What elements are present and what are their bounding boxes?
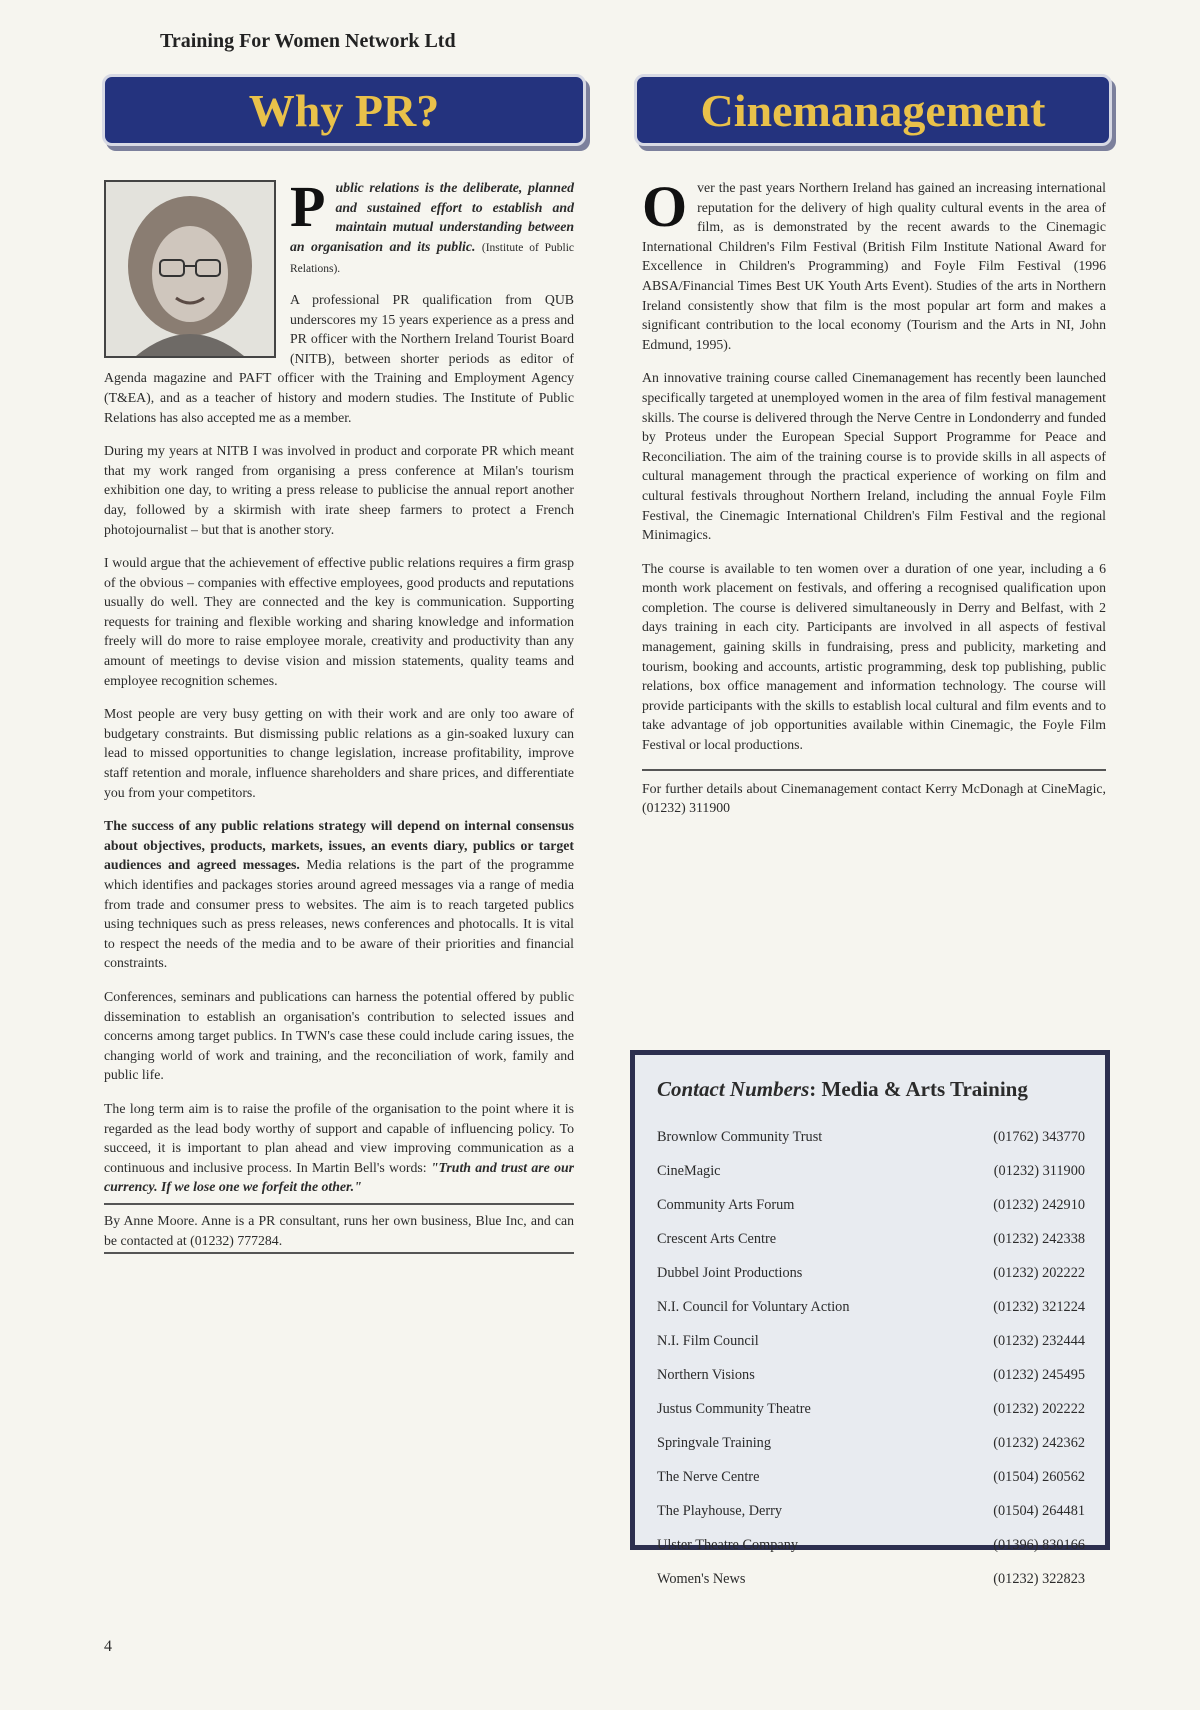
contact-phone: (01232) 232444 bbox=[993, 1332, 1085, 1349]
contact-row bbox=[657, 1528, 1085, 1562]
media-relations-text: Media relations is the part of the programme which identifies and packages stories around agreed messages via a range of media from trade and consumer press to websites. The aim is to reach targeted publics using techniques such as press releases, news conferences and photocalls. It is vital to respect the needs of the media and to be aware of their priorities and financial constraints. bbox=[104, 857, 574, 971]
contact-phone: (01232) 242910 bbox=[993, 1196, 1085, 1213]
paragraph-conferences: Conferences, seminars and publications can harness the potential offered by public dissemination to establish an organisation's contribution to selected issues and concerns among target publics. In TWN's case these could include caring issues, the changing world of work and training, and the reconciliation of work, family and public life. bbox=[104, 988, 574, 1083]
contact-row bbox=[657, 1154, 1085, 1188]
paragraph-course: An innovative training course called Cinemanagement has recently been launched specifically targeted at unemployed women in the area of film festival management skills. The course is delivered through the Nerve Centre in Londonderry and funded by Proteus under the European Special Support Programme for Peace and Reconciliation. The aim of the training course is to provide skills in all aspects of cultural management through the practical experience of working on film and cultural festivals throughout Northern Ireland, including the annual Foyle Film Festival, the Cinemagic International Children's Film Festival and the regional Minimagics. bbox=[642, 370, 1106, 543]
contact-phone: (01232) 321224 bbox=[993, 1298, 1085, 1315]
contact-box-title: Contact Numbers: Media & Arts Training bbox=[657, 1077, 1028, 1101]
contact-row bbox=[657, 1290, 1085, 1324]
contact-row bbox=[657, 1256, 1085, 1290]
contact-name: Community Arts Forum bbox=[657, 1196, 795, 1213]
cinemanagement-banner bbox=[634, 74, 1112, 146]
contact-name: Brownlow Community Trust bbox=[657, 1128, 823, 1145]
page-header: Training For Women Network Ltd bbox=[160, 30, 456, 52]
divider bbox=[104, 1203, 574, 1205]
intro-source: (Institute of Public Relations). bbox=[290, 241, 574, 276]
contact-name: Ulster Theatre Company bbox=[657, 1536, 799, 1553]
contact-name: Springvale Training bbox=[657, 1434, 771, 1451]
contact-name: Northern Visions bbox=[657, 1366, 755, 1383]
contact-phone: (01504) 264481 bbox=[993, 1502, 1085, 1519]
byline: By Anne Moore. Anne is a PR consultant, runs her own business, Blue Inc, and can be contacted at (01232) 777284. bbox=[104, 1211, 574, 1254]
drop-cap-p: P bbox=[290, 174, 326, 239]
contact-name: Women's News bbox=[657, 1570, 746, 1587]
cinemanagement-column bbox=[642, 174, 1106, 818]
paragraph-long-term: The long term aim is to raise the profile of the organisation to the point where it is regarded as the lead body worthy of support and capable of influencing policy. To succeed, it is important to plan ahead and view improving communication as a continuous and inclusive process. In Martin Bell's words: bbox=[104, 1100, 574, 1175]
contact-phone: (01232) 245495 bbox=[993, 1366, 1085, 1383]
contact-name: Justus Community Theatre bbox=[657, 1400, 811, 1417]
contact-name: Dubbel Joint Productions bbox=[657, 1264, 803, 1281]
contact-row bbox=[657, 1562, 1085, 1596]
cinemanagement-title: Cinemanagement bbox=[700, 84, 1046, 136]
paragraph-nitb: During my years at NITB I was involved in product and corporate PR which meant that my work ranged from organising a press conference at Milan's tourism exhibition one day, to writing a press release to publicise the annual report another day, followed by a skirmish with irate sheep farmers to protect a French photojournalist – but that is another story. bbox=[104, 443, 574, 537]
strategy-statement: The success of any public relations strategy will depend on internal consensus about objectives, products, markets, issues, an events diary, publics or target audiences and agreed messages. bbox=[104, 818, 574, 873]
paragraph-reputation: ver the past years Northern Ireland has gained an increasing international reputation for the delivery of high quality cultural events in the area of film, as is demonstrated by the recent awards to the Cinemagic International Children's Film Festival (British Film Institute National Award for Excellence in Children's Programming) and Foyle Film Festival (1996 ABSA/Financial Times Best UK Youth Arts Event). Studies of the arts in Northern Ireland consistently show that film is the most popular art form and makes a significant contribution to the local economy (Tourism and the Arts in NI, John Edmund, 1995). bbox=[642, 180, 1106, 352]
paragraph-communication: I would argue that the achievement of effective public relations requires a firm grasp of the obvious – companies with effective employees, good products and reputations usually do well. They are connected and the key is communication. Supporting requests for training and flexible working and sharing knowledge and information freely will do more to raise employee morale, creativity and productivity than any amount of meetings to devise vision and mission statements, quality teams and employee recognition schemes. bbox=[104, 555, 574, 688]
author-photo bbox=[104, 180, 276, 358]
contact-phone: (01232) 202222 bbox=[993, 1400, 1085, 1417]
why-pr-column bbox=[104, 174, 575, 1254]
contact-numbers-box bbox=[630, 1050, 1110, 1587]
contact-row bbox=[657, 1358, 1085, 1392]
why-pr-title: Why PR? bbox=[248, 84, 440, 136]
contact-name: CineMagic bbox=[657, 1162, 721, 1179]
contact-row bbox=[657, 1494, 1085, 1528]
contact-name: The Playhouse, Derry bbox=[657, 1502, 783, 1519]
contact-row bbox=[657, 1392, 1085, 1426]
intro-definition: ublic relations is the deliberate, planned and sustained effort to establish and maintain mutual understanding between an organisation and its public. bbox=[290, 180, 574, 254]
contact-phone: (01504) 260562 bbox=[993, 1468, 1085, 1485]
contact-phone: (01232) 242338 bbox=[993, 1230, 1085, 1247]
contact-list bbox=[657, 1120, 1085, 1596]
contact-row bbox=[657, 1324, 1085, 1358]
contact-row bbox=[657, 1426, 1085, 1460]
contact-phone: (01232) 311900 bbox=[993, 1162, 1085, 1179]
contact-row bbox=[657, 1222, 1085, 1256]
contact-phone: (01396) 830166 bbox=[993, 1536, 1085, 1553]
page-number: 4 bbox=[104, 1638, 112, 1655]
paragraph-budget: Most people are very busy getting on with their work and are only too aware of budgetary constraints. But dismissing public relations as a gin-soaked luxury can lead to missed opportunities to change legislation, increase profitability, improve staff retention and morale, influence shareholders and share prices, and differentiate you from your competitors. bbox=[104, 706, 574, 800]
contact-phone: (01232) 322823 bbox=[993, 1570, 1085, 1587]
contact-details: For further details about Cinemanagement contact Kerry McDonagh at CineMagic, (01232) 311900 bbox=[642, 769, 1106, 818]
paragraph-availability: The course is available to ten women over a duration of one year, including a 6 month work placement on festivals, and offering a recognised qualification upon completion. The course is delivered simultaneously in Derry and Belfast, with 2 days training in each city. Participants are involved in all aspects of festival management, gaining skills in fundraising, press and publicity, marketing and tourism, booking and accounts, artistic programming, desk top publishing, public relations, box office management and information technology. The course will provide participants with the skills to establish local cultural and film events and to take advantage of job opportunities available within Cinemagic, the Foyle Film Festival or local productions. bbox=[642, 560, 1106, 753]
drop-cap-o: O bbox=[642, 174, 688, 239]
why-pr-banner bbox=[102, 74, 586, 146]
contact-name: The Nerve Centre bbox=[657, 1468, 760, 1485]
contact-row bbox=[657, 1188, 1085, 1222]
contact-row bbox=[657, 1120, 1085, 1154]
contact-phone: (01232) 202222 bbox=[993, 1264, 1085, 1281]
contact-name: Crescent Arts Centre bbox=[657, 1230, 777, 1247]
martin-bell-quote: "Truth and trust are our currency. If we lose one we forfeit the other." bbox=[104, 1159, 575, 1195]
contact-name: N.I. Film Council bbox=[657, 1332, 759, 1349]
contact-phone: (01232) 242362 bbox=[993, 1434, 1085, 1451]
contact-name: N.I. Council for Voluntary Action bbox=[657, 1298, 850, 1315]
paragraph-qualification: A professional PR qualification from QUB underscores my 15 years experience as a press and PR officer with the Northern Ireland Tourist Board (NITB), between shorter periods as editor of Agenda magazine and PAFT officer with the Training and Employment Agency (T&EA), and as a teacher of history and modern studies. The Institute of Public Relations has also accepted me as a member. bbox=[104, 291, 574, 425]
contact-row bbox=[657, 1460, 1085, 1494]
contact-phone: (01762) 343770 bbox=[993, 1128, 1085, 1145]
